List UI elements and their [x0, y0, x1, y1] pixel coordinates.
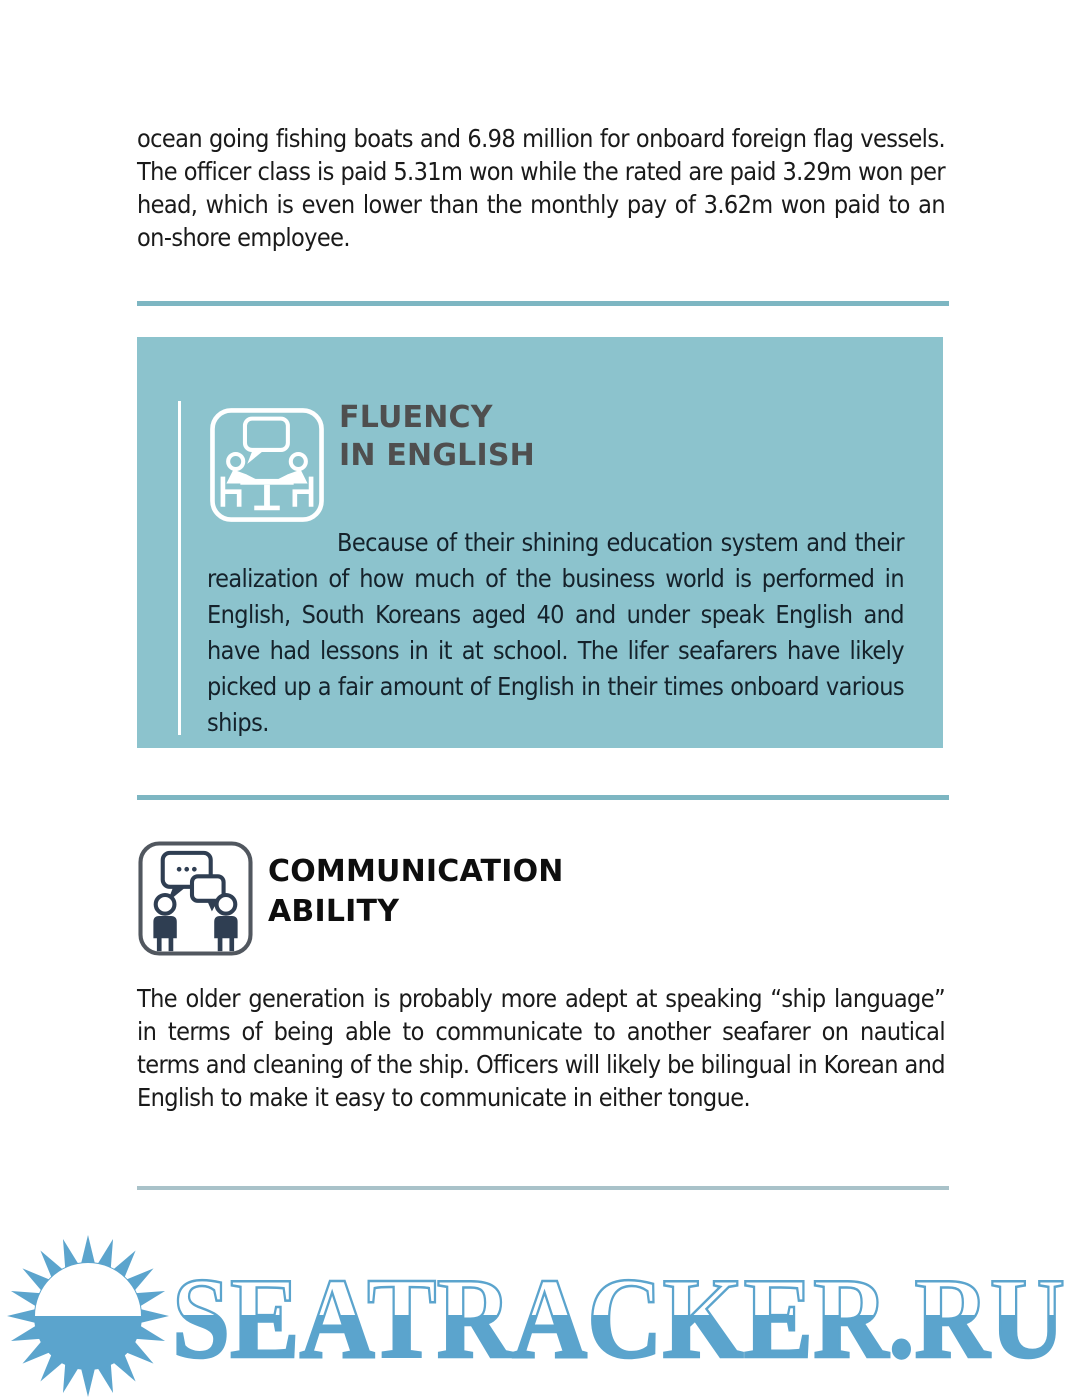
- section-divider: [137, 795, 949, 800]
- fluency-section-heading: [339, 399, 535, 475]
- watermark-text: SEATRACKER.RU: [172, 1255, 1065, 1383]
- communication-heading-line1: COMMUNICATION: [268, 854, 564, 889]
- vertical-accent-line: [178, 401, 181, 735]
- fluency-paragraph: Because of their shining education system and their realization of how much of the business world is performed in English, South Koreans aged 40 and under speak English and have had lessons in it at school. The lifer seafarers have likely picked up a fair amount of English in their times onboard various ships.: [207, 528, 904, 737]
- intro-paragraph: ocean going fishing boats and 6.98 million for onboard foreign flag vessels. The officer class is paid 5.31m won while the rated are paid 3.29m won per head, which is even lower than the monthly pay of 3.62m won paid to an on-shore employee.: [137, 124, 945, 252]
- people-chat-icon: [137, 840, 254, 957]
- section-divider: [137, 301, 949, 306]
- sun-icon: [7, 1235, 169, 1397]
- meeting-conversation-icon: [209, 407, 325, 523]
- fluency-heading-line2: IN ENGLISH: [339, 438, 535, 473]
- fluency-section-box: [137, 337, 943, 748]
- seatracker-watermark: [0, 1235, 1080, 1397]
- section-divider: [137, 1186, 949, 1190]
- fluency-heading-line1: FLUENCY: [339, 400, 493, 435]
- communication-section-heading: [268, 852, 564, 932]
- communication-heading-line2: ABILITY: [268, 894, 400, 929]
- communication-paragraph: The older generation is probably more adept at speaking “ship language” in terms of being able to communicate to another seafarer on nautical terms and cleaning of the ship. Officers will likely be bilingual in Korean and English to make it easy to communicate in either tongue.: [137, 984, 945, 1112]
